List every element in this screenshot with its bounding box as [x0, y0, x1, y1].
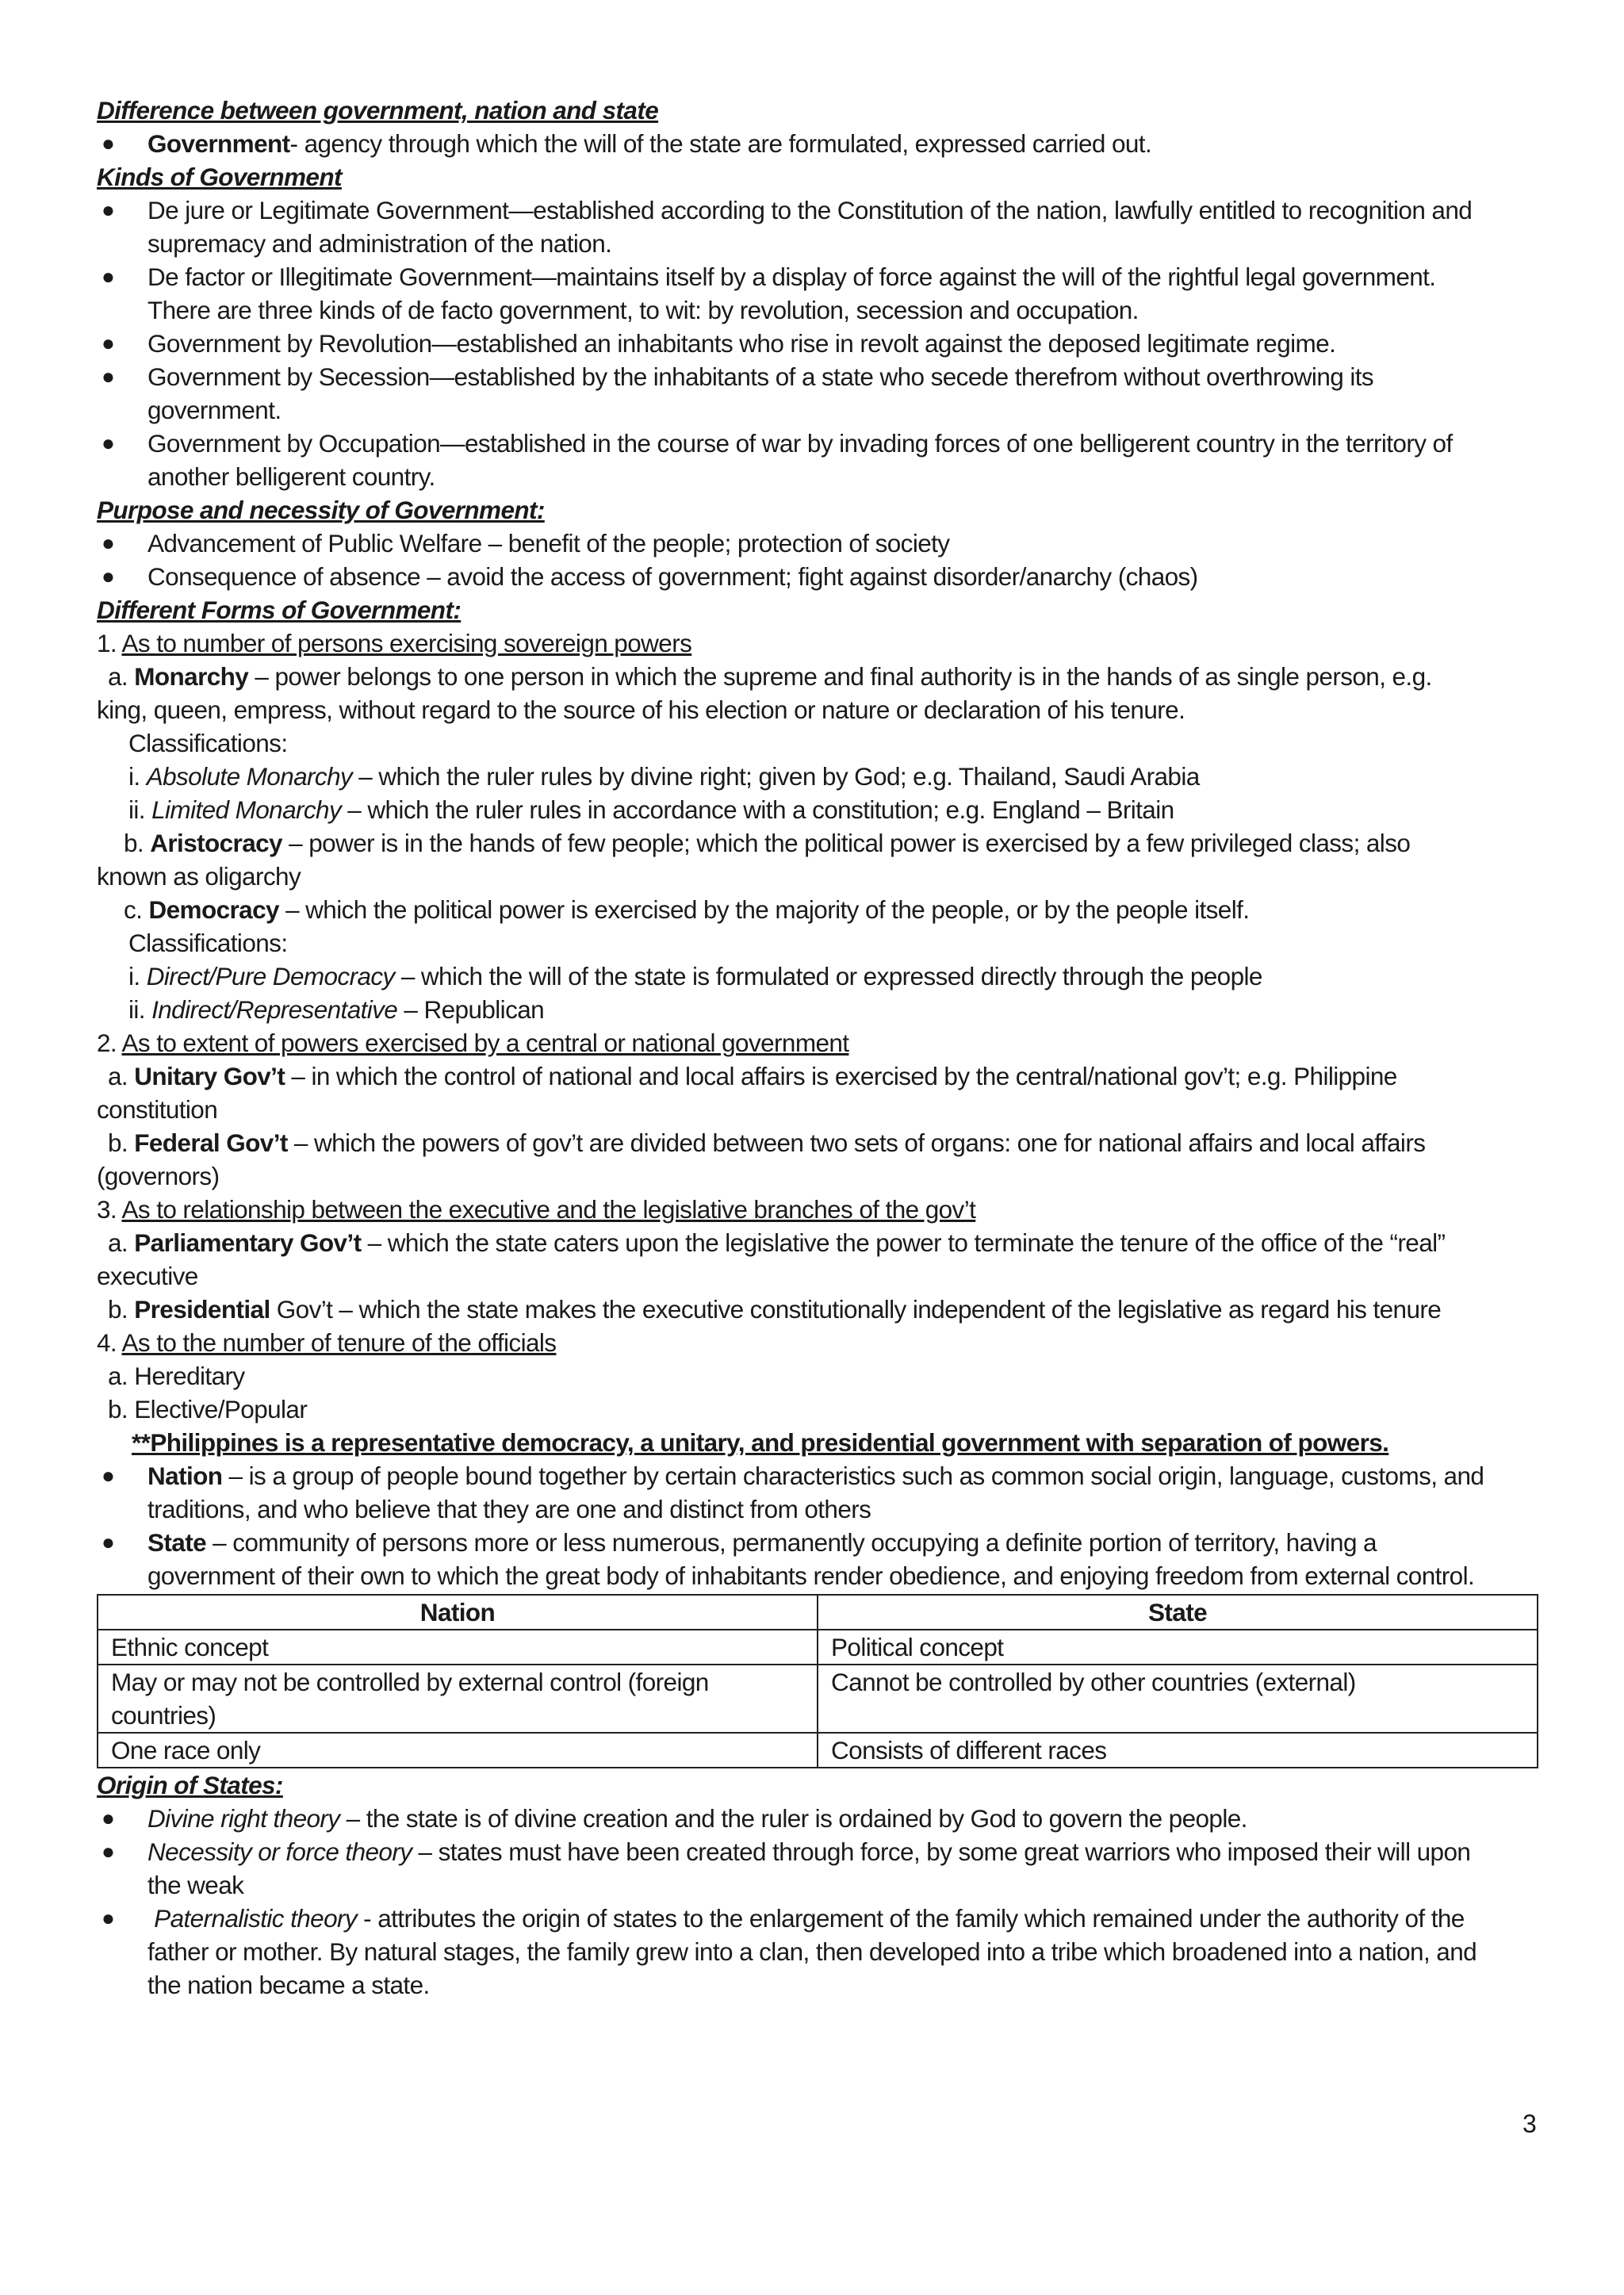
- bullet-icon: ●: [102, 1839, 115, 1864]
- form-parliamentary: [97, 1226, 1540, 1259]
- list-item-line: government of their own to which the great body of inhabitants render obedience, and enjoying freedom from external control.: [147, 1561, 1475, 1590]
- document-page: [97, 94, 1540, 2002]
- form-unitary: [97, 1059, 1540, 1093]
- group-title: As to number of persons exercising sovereign powers: [121, 629, 692, 657]
- term-paternalistic: Paternalistic theory: [154, 1904, 358, 1933]
- bullet-icon: ●: [102, 1530, 115, 1554]
- continuation-line: executive: [97, 1262, 198, 1290]
- group-title: As to relationship between the executive and the legislative branches of the gov’t: [121, 1195, 976, 1224]
- number-label: 4.: [97, 1328, 122, 1357]
- forms-group-3-title: [97, 1193, 1540, 1226]
- definition-text: – the state is of divine creation and the ruler is ordained by God to govern the people.: [339, 1804, 1247, 1833]
- list-item: [97, 360, 1540, 427]
- table-cell: Consists of different races: [818, 1733, 1538, 1768]
- list-item-line: There are three kinds of de facto government, to wit: by revolution, secession and occupation.: [147, 296, 1139, 324]
- list-item: [97, 193, 1540, 260]
- government-definition: - agency through which the will of the state are formulated, expressed carried out.: [289, 129, 1152, 158]
- list-item-line: [147, 1802, 1540, 1835]
- definition-text: Gov’t – which the state makes the executive constitutionally independent of the legislative as regard his tenure: [270, 1295, 1442, 1324]
- term-necessity-force: Necessity or force theory: [147, 1837, 412, 1866]
- form-monarchy: [97, 660, 1540, 693]
- form-hereditary: a. Hereditary: [108, 1362, 245, 1390]
- roman-label: i.: [128, 962, 147, 990]
- term-absolute-monarchy: Absolute Monarchy: [146, 762, 353, 791]
- term-government: Government: [147, 129, 290, 158]
- classifications-label: Classifications:: [128, 929, 288, 957]
- bullet-icon: ●: [102, 131, 115, 155]
- letter-label: c.: [124, 895, 149, 924]
- definition-text: – power is in the hands of few people; which the political power is exercised by a few privileged class; also: [282, 829, 1411, 857]
- list-item-line: [147, 1526, 1540, 1559]
- continuation-line: constitution: [97, 1095, 218, 1124]
- list-item-line: [147, 1835, 1540, 1868]
- list-item: [97, 260, 1540, 327]
- classifications-label: Classifications:: [128, 729, 288, 757]
- table-cell: One race only: [98, 1733, 818, 1768]
- classification-limited: [97, 793, 1540, 826]
- term-unitary: Unitary Gov’t: [134, 1062, 285, 1090]
- bullet-icon: ●: [102, 331, 115, 355]
- forms-group-4-title: [97, 1326, 1540, 1359]
- bullet-icon: ●: [102, 1463, 115, 1488]
- definition-text: – community of persons more or less numerous, permanently occupying a definite portion of territory, having a: [206, 1528, 1377, 1557]
- section-heading-difference: Difference between government, nation and state: [97, 96, 659, 125]
- term-limited-monarchy: Limited Monarchy: [151, 795, 342, 824]
- letter-label: a.: [108, 1228, 135, 1257]
- definition-text: - attributes the origin of states to the enlargement of the family which remained under the authority of the: [357, 1904, 1465, 1933]
- term-state: State: [147, 1528, 207, 1557]
- table-header-cell: Nation: [98, 1595, 818, 1630]
- nation-state-table: [97, 1594, 1538, 1768]
- bullet-government: [97, 127, 1540, 160]
- table-cell: Ethnic concept: [98, 1630, 818, 1665]
- number-label: 3.: [97, 1195, 122, 1224]
- list-item: [97, 560, 1540, 593]
- definition-text: – Republican: [397, 995, 545, 1024]
- group-title: As to extent of powers exercised by a central or national government: [121, 1029, 849, 1057]
- list-item-line: another belligerent country.: [147, 462, 435, 491]
- bullet-icon: ●: [102, 1906, 115, 1930]
- number-label: 2.: [97, 1029, 122, 1057]
- bullet-nation: [97, 1459, 1540, 1526]
- form-presidential: [97, 1293, 1540, 1326]
- list-item-line: Consequence of absence – avoid the access of government; fight against disorder/anarchy (chaos): [147, 562, 1198, 591]
- list-item: [97, 427, 1540, 493]
- list-item: [97, 1902, 1540, 2002]
- list-item-line: [147, 1902, 1540, 1935]
- definition-text: – which the ruler rules by divine right; given by God; e.g. Thailand, Saudi Arabia: [352, 762, 1200, 791]
- list-item-line: Government by Revolution—established an inhabitants who rise in revolt against the deposed legitimate regime.: [147, 329, 1336, 358]
- section-heading-kinds: Kinds of Government: [97, 163, 342, 191]
- term-democracy: Democracy: [148, 895, 279, 924]
- section-heading-forms: Different Forms of Government:: [97, 596, 462, 624]
- term-aristocracy: Aristocracy: [150, 829, 282, 857]
- table-header-row: [98, 1595, 1538, 1630]
- list-item-line: government.: [147, 396, 282, 424]
- definition-text: – in which the control of national and local affairs is exercised by the central/national gov’t; e.g. Philippine: [285, 1062, 1397, 1090]
- definition-text: – which the powers of gov’t are divided between two sets of organs: one for national affairs and local affairs: [287, 1128, 1426, 1157]
- list-item-line: Advancement of Public Welfare – benefit of the people; protection of society: [147, 529, 950, 557]
- list-item-line: Government by Secession—established by the inhabitants of a state who secede therefrom without overthrowing its: [147, 362, 1374, 391]
- list-item-line: Government by Occupation—established in the course of war by invading forces of one belligerent country in the territory of: [147, 429, 1453, 458]
- continuation-line: (governors): [97, 1162, 220, 1190]
- definition-text: – is a group of people bound together by certain characteristics such as common social origin, language, customs, and: [222, 1462, 1484, 1490]
- table-row: [98, 1665, 1538, 1733]
- bullet-icon: ●: [102, 531, 115, 555]
- list-item-line: De factor or Illegitimate Government—maintains itself by a display of force against the will of the rightful legal government.: [147, 262, 1436, 291]
- term-direct-democracy: Direct/Pure Democracy: [146, 962, 395, 990]
- term-nation: Nation: [147, 1462, 223, 1490]
- continuation-line: king, queen, empress, without regard to the source of his election or nature or declaration of his tenure.: [97, 695, 1185, 724]
- table-row: [98, 1630, 1538, 1665]
- letter-label: b.: [108, 1128, 135, 1157]
- letter-label: b.: [108, 1295, 135, 1324]
- list-item-line: traditions, and who believe that they are one and distinct from others: [147, 1495, 871, 1523]
- term-presidential: Presidential: [134, 1295, 270, 1324]
- definition-text: – which the will of the state is formulated or expressed directly through the people: [394, 962, 1262, 990]
- term-federal: Federal Gov’t: [134, 1128, 288, 1157]
- roman-label: ii.: [128, 795, 152, 824]
- term-divine-right: Divine right theory: [147, 1804, 340, 1833]
- forms-group-2-title: [97, 1026, 1540, 1059]
- classification-indirect: [97, 993, 1540, 1026]
- list-item-line: father or mother. By natural stages, the family grew into a clan, then developed into a tribe which broadened into a nation, and: [147, 1937, 1477, 1966]
- roman-label: ii.: [128, 995, 152, 1024]
- definition-text: – states must have been created through force, by some great warriors who imposed their will upon: [412, 1837, 1471, 1866]
- definition-text: – which the ruler rules in accordance with a constitution; e.g. England – Britain: [341, 795, 1174, 824]
- table-cell: Cannot be controlled by other countries (external): [818, 1665, 1538, 1733]
- bullet-icon: ●: [102, 564, 115, 588]
- list-item: [97, 1835, 1540, 1902]
- letter-label: a.: [108, 1062, 135, 1090]
- bullet-icon: ●: [102, 1806, 115, 1830]
- form-democracy: [97, 893, 1540, 926]
- section-heading-purpose: Purpose and necessity of Government:: [97, 496, 545, 524]
- letter-label: b.: [124, 829, 151, 857]
- form-elective: b. Elective/Popular: [108, 1395, 308, 1423]
- definition-text: – which the political power is exercised by the majority of the people, or by the people itself.: [278, 895, 1250, 924]
- list-item-line: the nation became a state.: [147, 1971, 430, 1999]
- list-item-line: De jure or Legitimate Government—established according to the Constitution of the nation, lawfully entitled to recognition and: [147, 196, 1473, 224]
- definition-text: – power belongs to one person in which the supreme and final authority is in the hands of as single person, e.g.: [248, 662, 1432, 691]
- letter-label: a.: [108, 662, 135, 691]
- term-monarchy: Monarchy: [134, 662, 249, 691]
- bullet-icon: ●: [102, 431, 115, 455]
- list-item-line: [147, 1459, 1540, 1492]
- list-item-line: supremacy and administration of the nation.: [147, 229, 612, 258]
- list-item: [97, 527, 1540, 560]
- table-cell: May or may not be controlled by external control (foreign countries): [98, 1665, 818, 1733]
- group-title: As to the number of tenure of the officials: [121, 1328, 557, 1357]
- form-aristocracy: [97, 826, 1540, 860]
- number-label: 1.: [97, 629, 122, 657]
- continuation-line: known as oligarchy: [97, 862, 301, 891]
- form-federal: [97, 1126, 1540, 1159]
- table-cell: Political concept: [818, 1630, 1538, 1665]
- bullet-state: [97, 1526, 1540, 1592]
- list-item: [97, 1802, 1540, 1835]
- term-parliamentary: Parliamentary Gov’t: [134, 1228, 362, 1257]
- classification-direct: [97, 960, 1540, 993]
- table-row: [98, 1733, 1538, 1768]
- page-number: 3: [1522, 2109, 1537, 2138]
- definition-text: – which the state caters upon the legislative the power to terminate the tenure of the office of the “real”: [361, 1228, 1446, 1257]
- table-header-cell: State: [818, 1595, 1538, 1630]
- bullet-icon: ●: [102, 197, 115, 222]
- list-item-line: the weak: [147, 1871, 244, 1899]
- roman-label: i.: [128, 762, 147, 791]
- bullet-icon: ●: [102, 364, 115, 389]
- section-heading-origin: Origin of States:: [97, 1771, 283, 1799]
- classification-absolute: [97, 760, 1540, 793]
- forms-group-1-title: [97, 626, 1540, 660]
- bullet-icon: ●: [102, 264, 115, 289]
- list-item: [97, 327, 1540, 360]
- term-indirect-representative: Indirect/Representative: [151, 995, 398, 1024]
- philippines-note: **Philippines is a representative democracy, a unitary, and presidential government with separation of powers.: [132, 1428, 1389, 1457]
